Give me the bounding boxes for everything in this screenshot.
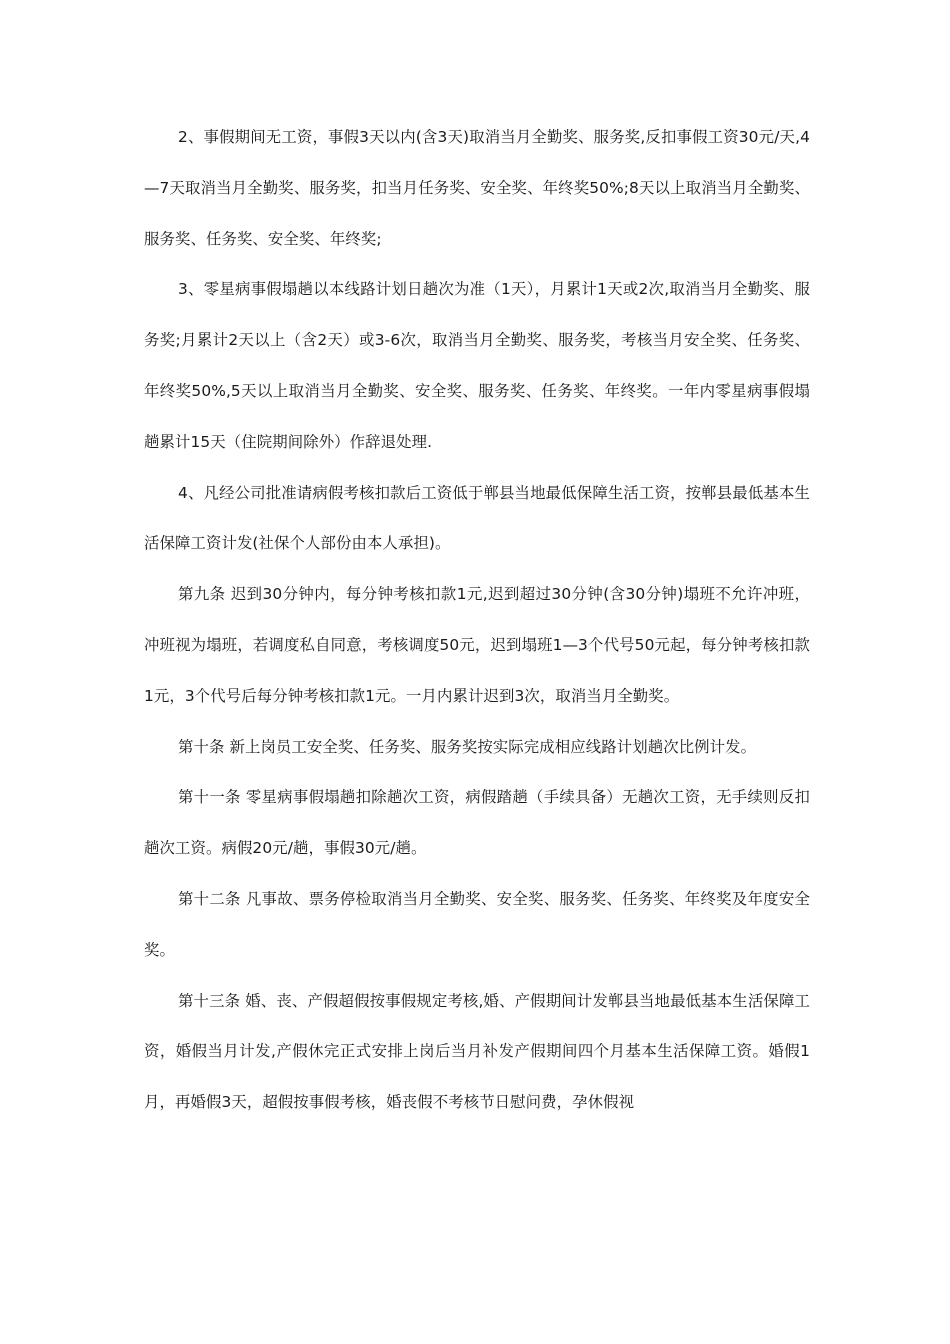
paragraph-item-2: 2、事假期间无工资，事假3天以内(含3天)取消当月全勤奖、服务奖,反扣事假工资30元/天,4—7天取消当月全勤奖、服务奖，扣当月任务奖、安全奖、年终奖50%;8天以上取消当月全勤奖、服务奖、任务奖、安全奖、年终奖; xyxy=(144,128,810,248)
paragraph-article-11: 第十一条 零星病事假塌趟扣除趟次工资，病假踏趟（手续具备）无趟次工资，无手续则反扣趟次工资。病假20元/趟，事假30元/趟。 xyxy=(144,788,810,858)
paragraph-article-12: 第十二条 凡事故、票务停检取消当月全勤奖、安全奖、服务奖、任务奖、年终奖及年度安全奖。 xyxy=(144,889,810,959)
paragraph-article-10: 第十条 新上岗员工安全奖、任务奖、服务奖按实际完成相应线路计划趟次比例计发。 xyxy=(178,737,757,756)
paragraph-article-13: 第十三条 婚、丧、产假超假按事假规定考核,婚、产假期间计发郸县当地最低基本生活保障工资，婚假当月计发,产假休完正式安排上岗后当月补发产假期间四个月基本生活保障工资。婚假1月，再婚假3天，超假按事假考核，婚丧假不考核节日慰问费，孕休假视 xyxy=(144,991,810,1112)
paragraph-article-9: 第九条 迟到30分钟内，每分钟考核扣款1元,迟到超过30分钟(含30分钟)塌班不允许冲班，冲班视为塌班，若调度私自同意，考核调度50元，迟到塌班1—3个代号50元起，每分钟考核扣款1元，3个代号后每分钟考核扣款1元。一月内累计迟到3次，取消当月全勤奖。 xyxy=(144,585,810,705)
paragraph-item-3: 3、零星病事假塌趟以本线路计划日趟次为准（1天），月累计1天或2次,取消当月全勤奖、服务奖;月累计2天以上（含2天）或3-6次，取消当月全勤奖、服务奖，考核当月安全奖、任务奖、年终奖50%,5天以上取消当月全勤奖、安全奖、服务奖、任务奖、年终奖。一年内零星病事假塌趟累计15天（住院期间除外）作辞退处理. xyxy=(144,280,810,451)
paragraph-item-4: 4、凡经公司批准请病假考核扣款后工资低于郸县当地最低保障生活工资，按郸县最低基本生活保障工资计发(社保个人部份由本人承担)。 xyxy=(144,483,810,553)
document-body xyxy=(144,112,810,1128)
